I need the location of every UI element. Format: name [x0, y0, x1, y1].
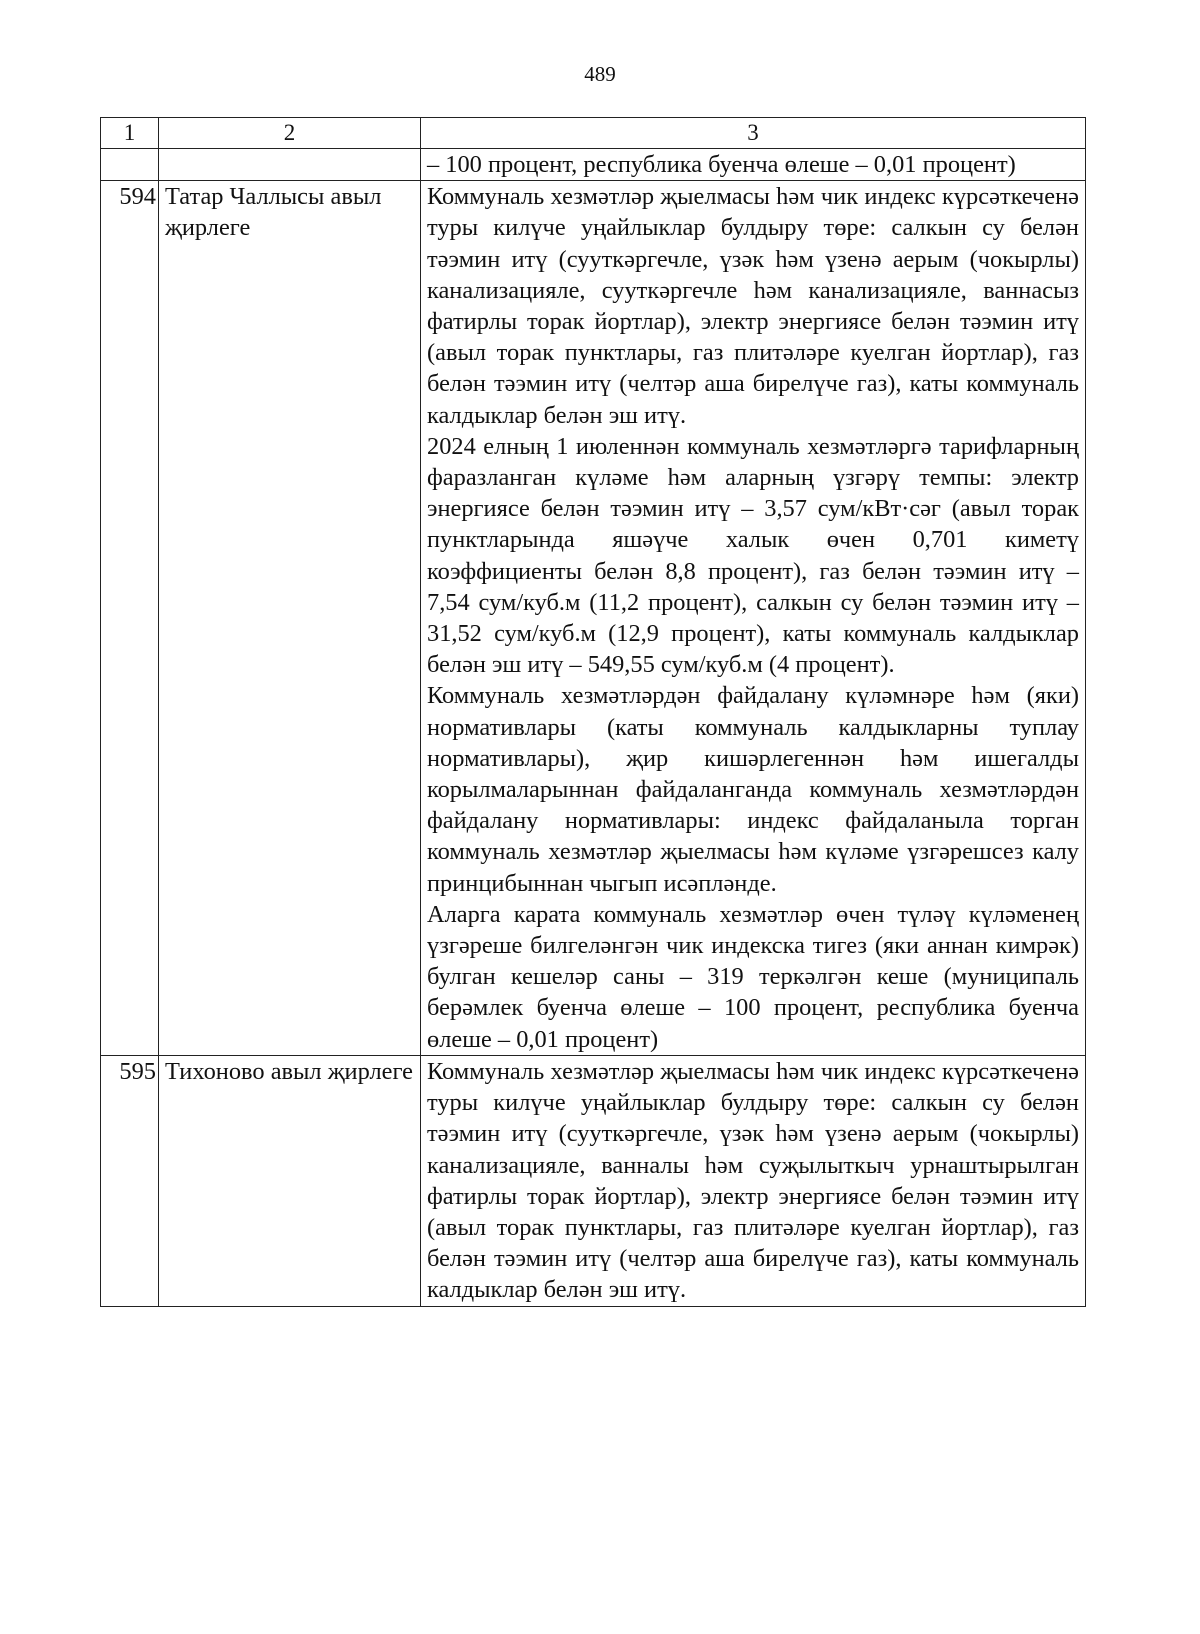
- table-row: [101, 149, 1086, 181]
- description-paragraph: Коммуналь хезмәтләрдән файдалану күләмнәре һәм (яки) нормативлары (каты коммуналь калдыкларны туплау нормативлары), җир кишәрлегеннән һәм ишегалды корылмаларыннан файдаланганда коммуналь хезмәтләрдән файдалану нормативлары: индекс файдаланыла торган коммуналь хезмәтләр җыелмасы һәм күләме үзгәрешсез калу принцибыннан чыгып исәпләнде.: [427, 682, 1079, 897]
- header-col-1: 1: [101, 118, 159, 149]
- row-number: [101, 149, 159, 181]
- data-table: [100, 117, 1086, 1307]
- header-col-3: 3: [421, 118, 1086, 149]
- row-description: [421, 181, 1086, 1056]
- page-number: 489: [584, 62, 616, 86]
- row-number: 594: [101, 181, 159, 1056]
- settlement-name: [159, 149, 421, 181]
- table-row: [101, 181, 1086, 1056]
- description-paragraph: Аларга карата коммуналь хезмәтләр өчен түләү күләменең үзгәреше билгеләнгән чик индекска тигез (яки аннан кимрәк) булган кешеләр саны – 319 теркәлгән кеше (муниципаль берәмлек буенча өлеше – 100 процент, республика буенча өлеше – 0,01 процент): [427, 900, 1079, 1053]
- table-row: [101, 1055, 1086, 1306]
- row-description: [421, 1055, 1086, 1306]
- settlement-name: Тихоново авыл җирлеге: [159, 1055, 421, 1306]
- settlement-name: Татар Чаллысы авыл җирлеге: [159, 181, 421, 1056]
- description-paragraph: Коммуналь хезмәтләр җыелмасы һәм чик индекс күрсәткеченә туры килүче уңайлыклар булдыру төре: салкын су белән тәэмин итү (сууткәргечле, үзәк һәм үзенә аерым (чокырлы) канализацияле, ванналы һәм суҗылыткыч урнаштырылган фатирлы торак йортлар), электр энергиясе белән тәэмин итү (авыл торак пунктлары, газ плитәләре куелган йортлар), газ белән тәэмин итү (челтәр аша бирелүче газ), каты коммуналь калдыклар белән эш итү.: [427, 1057, 1079, 1304]
- description-paragraph: Коммуналь хезмәтләр җыелмасы һәм чик индекс күрсәткеченә туры килүче уңайлыклар булдыру төре: салкын су белән тәэмин итү (сууткәргечле, үзәк һәм үзенә аерым (чокырлы) канализацияле, сууткәргечле һәм канализацияле, ваннасыз фатирлы торак йортлар), электр энергиясе белән тәэмин итү (авыл торак пунктлары, газ плитәләре куелган йортлар), газ белән тәэмин итү (челтәр аша бирелүче газ), каты коммуналь калдыклар белән эш итү.: [427, 183, 1079, 429]
- table-header-row: [101, 118, 1086, 149]
- row-description: [421, 149, 1086, 181]
- description-paragraph: 2024 елның 1 июленнән коммуналь хезмәтләргә тарифларның фаразланган күләме һәм аларның үзгәрү темпы: электр энергиясе белән тәэмин итү – 3,57 сум/кВт·сәг (авыл торак пунктларында яшәүче халык өчен 0,701 киметү коэффициенты белән 8,8 процент), газ белән тәэмин итү – 7,54 сум/куб.м (11,2 процент), салкын су белән тәэмин итү – 31,52 сум/куб.м (12,9 процент), каты коммуналь калдыклар белән эш итү – 549,55 сум/куб.м (4 процент).: [427, 432, 1079, 679]
- header-col-2: 2: [159, 118, 421, 149]
- row-number: 595: [101, 1055, 159, 1306]
- description-paragraph: – 100 процент, республика буенча өлеше – 0,01 процент): [427, 151, 1016, 178]
